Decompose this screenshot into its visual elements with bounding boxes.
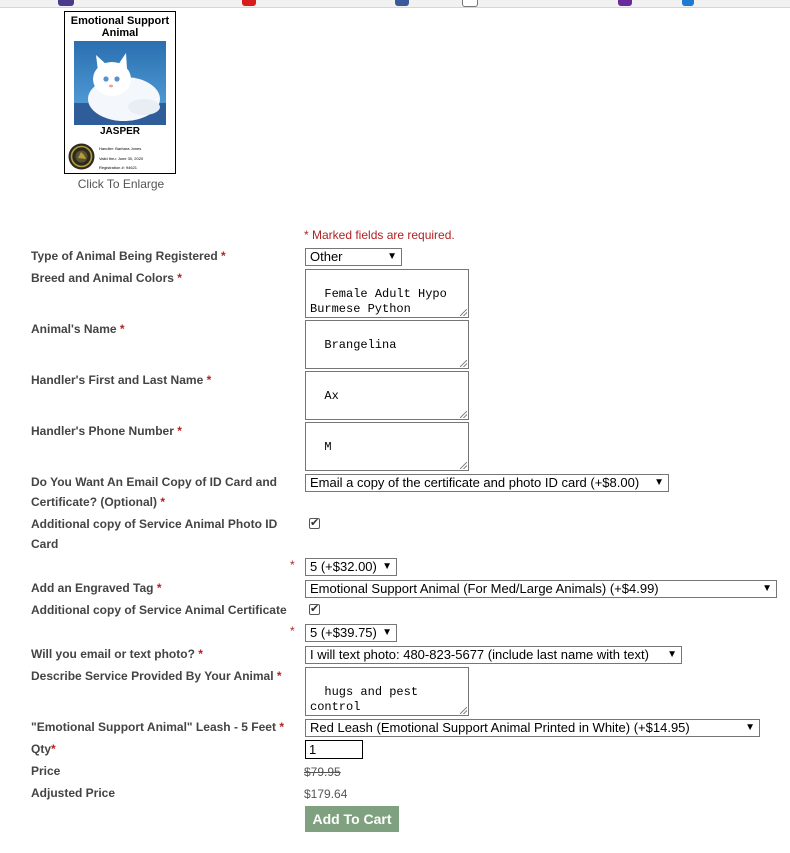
breed-colors-label: Breed and Animal Colors * — [31, 271, 182, 285]
required-marker: * — [290, 624, 295, 638]
animal-name-textarea[interactable]: Brangelina — [305, 320, 469, 369]
type-of-animal-select[interactable]: Other ▼ — [305, 248, 402, 266]
price-label: Price — [31, 764, 61, 778]
email-or-text-select[interactable]: I will text photo: 480-823-5677 (include last name with text) ▼ — [305, 646, 682, 664]
dropdown-arrow-icon: ▼ — [654, 477, 664, 488]
additional-certificate-checkbox[interactable] — [309, 604, 320, 615]
handler-name-textarea[interactable]: Ax — [305, 371, 469, 420]
service-description-label: Describe Service Provided By Your Animal * — [31, 669, 282, 683]
qty-input[interactable]: 1 — [305, 740, 363, 759]
card-animal-name: JASPER — [99, 126, 140, 137]
engraved-tag-select[interactable]: Emotional Support Animal (For Med/Large Animals) (+$4.99) ▼ — [305, 580, 777, 598]
resize-handle-icon[interactable] — [460, 462, 467, 469]
dropdown-arrow-icon: ▼ — [382, 627, 392, 638]
handler-name-label: Handler's First and Last Name * — [31, 373, 212, 387]
bookmarks-bar — [0, 0, 790, 8]
resize-handle-icon[interactable] — [460, 411, 467, 418]
email-copy-select[interactable]: Email a copy of the certificate and photo ID card (+$8.00) ▼ — [305, 474, 669, 492]
bookmark-icon[interactable] — [395, 0, 409, 6]
click-to-enlarge-link[interactable]: Click To Enlarge — [77, 177, 165, 191]
engraved-tag-label: Add an Engraved Tag * — [31, 581, 162, 595]
animal-name-label: Animal's Name * — [31, 322, 125, 336]
breed-colors-textarea[interactable]: Female Adult Hypo Burmese Python — [305, 269, 469, 318]
resize-handle-icon[interactable] — [460, 309, 467, 316]
bookmark-icon[interactable] — [618, 0, 632, 6]
email-or-text-label: Will you email or text photo? * — [31, 647, 203, 661]
bookmark-icon[interactable] — [58, 0, 74, 6]
bookmark-icon[interactable] — [242, 0, 256, 6]
service-description-textarea[interactable]: hugs and pest control — [305, 667, 469, 716]
qty-label: Qty* — [31, 742, 56, 756]
dropdown-arrow-icon: ▼ — [387, 251, 397, 262]
adjusted-price-value: $179.64 — [304, 787, 348, 801]
handler-phone-textarea[interactable]: M — [305, 422, 469, 471]
id-card-preview[interactable] — [64, 11, 176, 174]
dropdown-arrow-icon: ▼ — [382, 561, 392, 572]
additional-photo-id-label: Additional copy of Service Animal Photo ID Card — [31, 517, 278, 551]
seal-icon — [68, 143, 95, 170]
dropdown-arrow-icon: ▼ — [667, 649, 677, 660]
additional-photo-id-checkbox[interactable] — [309, 518, 320, 529]
handler-phone-label: Handler's Phone Number * — [31, 424, 182, 438]
card-details: Handler: Barbara Jones Valid thru: June 30, 2020 Registration #: 94621 — [99, 146, 144, 170]
price-value: $79.95 — [304, 765, 341, 779]
resize-handle-icon[interactable] — [460, 360, 467, 367]
resize-handle-icon[interactable] — [460, 707, 467, 714]
additional-certificate-label: Additional copy of Service Animal Certificate — [31, 603, 287, 617]
dropdown-arrow-icon: ▼ — [762, 583, 772, 594]
leash-select[interactable]: Red Leash (Emotional Support Animal Printed in White) (+$14.95) ▼ — [305, 719, 760, 737]
photo-id-quantity-select[interactable]: 5 (+$32.00) ▼ — [305, 558, 397, 576]
dropdown-arrow-icon: ▼ — [745, 722, 755, 733]
type-of-animal-label: Type of Animal Being Registered * — [31, 249, 226, 263]
leash-label: "Emotional Support Animal" Leash - 5 Feet * — [31, 720, 284, 734]
animal-photo — [74, 41, 166, 125]
required-fields-note: * Marked fields are required. — [304, 228, 455, 242]
bookmark-icon[interactable] — [682, 0, 694, 6]
email-copy-label: Do You Want An Email Copy of ID Card and Certificate? (Optional) * — [31, 475, 278, 509]
checkmark-icon: ✔ — [310, 517, 320, 529]
adjusted-price-label: Adjusted Price — [31, 786, 116, 800]
checkmark-icon: ✔ — [310, 603, 320, 615]
add-to-cart-button[interactable]: Add To Cart — [305, 806, 399, 832]
bookmark-icon[interactable] — [462, 0, 478, 7]
required-marker: * — [290, 558, 295, 572]
card-title: Emotional Support Animal — [70, 15, 170, 39]
certificate-quantity-select[interactable]: 5 (+$39.75) ▼ — [305, 624, 397, 642]
